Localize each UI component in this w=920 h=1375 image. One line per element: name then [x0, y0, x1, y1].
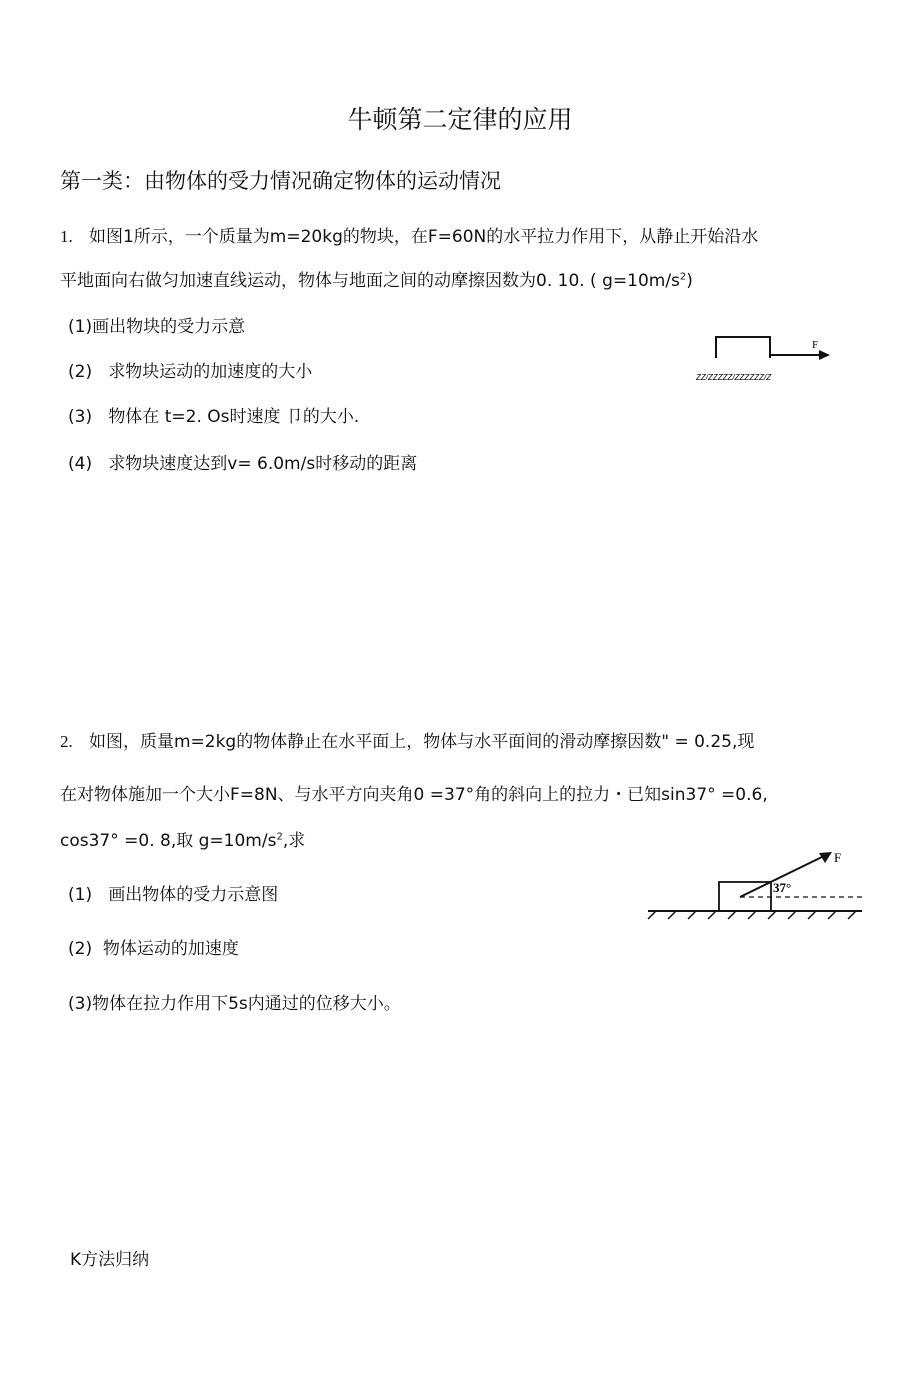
- q2-sub1-text: 画出物体的受力示意图: [108, 885, 279, 905]
- page-title: 牛顿第二定律的应用: [347, 105, 573, 134]
- q2-line1: [60, 727, 754, 752]
- force-label: F: [834, 850, 842, 865]
- q1-sub4: [68, 449, 417, 474]
- force-label: F: [812, 339, 819, 351]
- q2-sub2-num: (2): [68, 939, 93, 959]
- q1-line1: [60, 222, 758, 247]
- q2-line2: 在对物体施加一个大小F=8N、与水平方向夹角0 =37°角的斜向上的拉力・已知sin37° =0.6,: [60, 785, 768, 805]
- q2-text-line1: 如图，质量m=2kg的物体静止在水平面上，物体与水平面间的滑动摩擦因数" = 0.25,现: [88, 732, 755, 752]
- q1-sub4-num: (4): [68, 454, 93, 474]
- q2-sup: 2: [276, 831, 283, 843]
- q1-figure: [690, 330, 840, 385]
- q2-sub1: [68, 880, 278, 905]
- q2-suffix: ,求: [282, 831, 306, 851]
- q2-text-line3: cos37° =0. 8,取 g=10m/s: [60, 831, 277, 851]
- q2-sub1-num: (1): [68, 885, 93, 905]
- q1-sub1: (1)画出物块的受力示意: [68, 317, 246, 337]
- q1-text-line2: 平地面向右做匀加速直线运动，物体与地面之间的动摩擦因数为0. 10. ( g=10m/s: [60, 271, 680, 291]
- q2-sub2: [68, 934, 239, 959]
- q1-sub4-text: 求物块速度达到v= 6.0m/s时移动的距离: [108, 454, 418, 474]
- ground-hatch: ZZ/ZZZZZ/ZZZZZZ/Z: [696, 373, 772, 382]
- q1-sup: 2: [679, 271, 687, 283]
- q2-sub3: (3)物体在拉力作用下5s内通过的位移大小。: [68, 994, 401, 1014]
- q2-sub2-text: 物体运动的加速度: [102, 939, 239, 959]
- q2-number: 2.: [60, 732, 73, 751]
- q1-sub3: [68, 402, 359, 427]
- q1-sub3-num: (3): [68, 407, 93, 427]
- angle-label: 37°: [773, 880, 792, 895]
- q1-sub2-num: (2): [68, 362, 93, 382]
- force-arrowhead: [819, 350, 830, 360]
- q1-paren: ): [686, 271, 693, 291]
- block: [716, 337, 770, 358]
- q1-sub2: [68, 357, 312, 382]
- q2-figure: [640, 845, 870, 925]
- footer-heading: K方法归纳: [70, 1250, 150, 1270]
- q1-sub2-text: 求物块运动的加速度的大小: [108, 362, 313, 382]
- q1-number: 1.: [60, 227, 73, 246]
- ground-hatches: [648, 911, 856, 919]
- q1-line2: [60, 266, 693, 291]
- section-heading: 第一类：由物体的受力情况确定物体的运动情况: [60, 169, 501, 193]
- q1-sub3-text: 物体在 t=2. Os时速度 卩的大小.: [108, 407, 360, 427]
- q2-line3: [60, 826, 305, 851]
- q1-text-line1: 如图1所示，一个质量为m=20kg的物块，在F=60N的水平拉力作用下，从静止开始沿水: [88, 227, 759, 247]
